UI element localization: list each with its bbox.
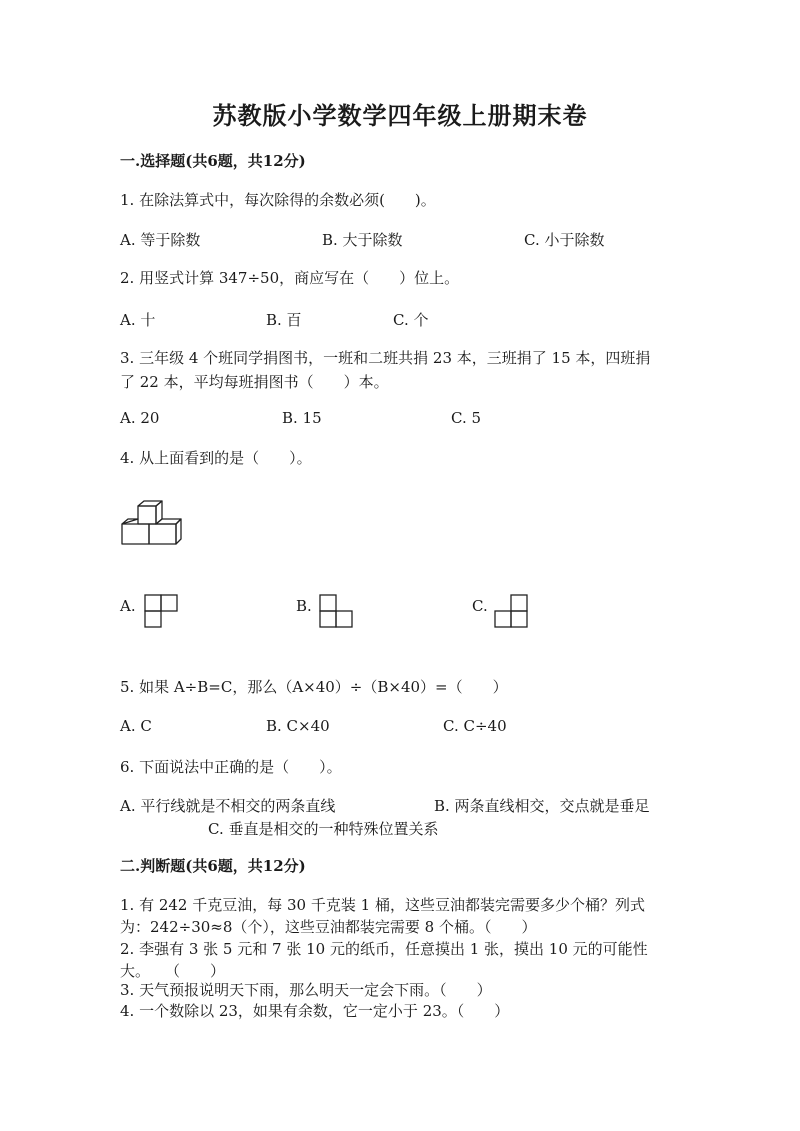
q3-option-a[interactable]: A. 20	[120, 409, 160, 427]
q1-option-a[interactable]: A. 等于除数	[120, 231, 201, 249]
question-2: 2. 用竖式计算 347÷50，商应写在（ ）位上。	[120, 269, 460, 287]
judgement-1-line-2: 为：242÷30≈8（个），这些豆油都装完需要 8 个桶。（ ）	[120, 918, 537, 936]
q6-option-a[interactable]: A. 平行线就是不相交的两条直线	[120, 797, 336, 815]
q4-option-c-view-icon	[493, 593, 529, 629]
q4-option-a-view-icon	[143, 593, 179, 629]
section-heading-choice: 一.选择题(共6题，共12分)	[120, 152, 306, 170]
q6-option-b[interactable]: B. 两条直线相交，交点就是垂足	[434, 797, 650, 815]
question-6: 6. 下面说法中正确的是（ ）。	[120, 758, 342, 776]
q4-option-a[interactable]: A.	[120, 597, 136, 615]
q2-option-b[interactable]: B. 百	[266, 311, 302, 329]
q2-option-c[interactable]: C. 个	[393, 311, 429, 329]
q4-option-b-view-icon	[318, 593, 354, 629]
judgement-4: 4. 一个数除以 23，如果有余数，它一定小于 23。（ ）	[120, 1002, 510, 1020]
judgement-2-line-1: 2. 李强有 3 张 5 元和 7 张 10 元的纸币，任意摸出 1 张，摸出 10 元的可能性	[120, 940, 648, 958]
question-1: 1. 在除法算式中，每次除得的余数必须( )。	[120, 191, 436, 209]
q3-option-b[interactable]: B. 15	[282, 409, 322, 427]
section-heading-judgement: 二.判断题(共6题，共12分)	[120, 857, 306, 875]
q3-option-c[interactable]: C. 5	[451, 409, 482, 427]
cube-stack-figure	[120, 500, 182, 548]
q6-option-c[interactable]: C. 垂直是相交的一种特殊位置关系	[208, 820, 439, 838]
judgement-1-line-1: 1. 有 242 千克豆油，每 30 千克装 1 桶，这些豆油都装完需要多少个桶？列式	[120, 896, 645, 914]
q5-option-c[interactable]: C. C÷40	[443, 717, 507, 735]
q5-option-b[interactable]: B. C×40	[266, 717, 330, 735]
question-3-line-1: 3. 三年级 4 个班同学捐图书，一班和二班共捐 23 本，三班捐了 15 本，四班捐	[120, 349, 651, 367]
q4-option-c[interactable]: C.	[472, 597, 488, 615]
question-3-line-2: 了 22 本，平均每班捐图书（ ）本。	[120, 373, 389, 391]
q4-option-b[interactable]: B.	[296, 597, 312, 615]
q1-option-b[interactable]: B. 大于除数	[322, 231, 403, 249]
page-title: 苏教版小学数学四年级上册期末卷	[212, 101, 588, 130]
judgement-3: 3. 天气预报说明天下雨，那么明天一定会下雨。（ ）	[120, 981, 492, 999]
q1-option-c[interactable]: C. 小于除数	[524, 231, 605, 249]
q5-option-a[interactable]: A. C	[120, 717, 152, 735]
question-4: 4. 从上面看到的是（ ）。	[120, 449, 312, 467]
question-5: 5. 如果 A÷B=C，那么（A×40）÷（B×40）=（ ）	[120, 678, 508, 696]
judgement-2-line-2: 大。 （ ）	[120, 962, 226, 980]
q2-option-a[interactable]: A. 十	[120, 311, 156, 329]
